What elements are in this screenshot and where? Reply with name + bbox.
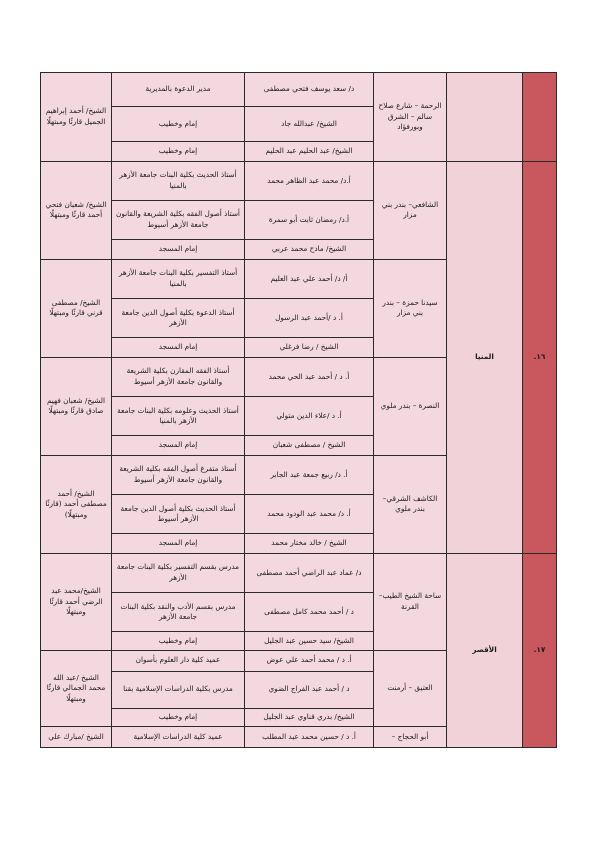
scholar-role: أستاذ التفسير بكلية البنات جامعة الأزهر بالمنيا bbox=[112, 259, 245, 298]
scholar-name: الشيخ/ عبد الحليم عبد الحليم bbox=[245, 142, 374, 162]
scholar-name: أ.د/ محمد عبد الظاهر محمد bbox=[245, 161, 374, 200]
mosque-name: سيدنا حمزة – بندر بني مزار bbox=[374, 259, 447, 357]
scholar-name: أ/ د/ أحمد علي عبد العليم bbox=[245, 259, 374, 298]
scholar-name: د/ سعد يوسف فتحي مصطفى bbox=[245, 73, 374, 107]
scholar-role: أستاذ متفرغ أصول الفقه بكلية الشريعة والقانون جامعة الأزهر أسيوط bbox=[112, 455, 245, 494]
governorate-name: الأقصر bbox=[447, 553, 523, 747]
scholar-role: مدرس بقسم الأدب والنقد بكلية البنات جامعة الأزهر bbox=[112, 593, 245, 632]
row-number: ١٦. bbox=[523, 161, 557, 553]
scholar-name: أ. د /أحمد عبد الرسول bbox=[245, 299, 374, 338]
reciter-name: الشيخ/ شعبان فهيم صادق قارئًا ومبتهلًا bbox=[41, 357, 112, 455]
mosque-name: الشافعي– بندر بني مزار bbox=[374, 161, 447, 259]
scholar-role: أستاذ الحديث بكلية البنات جامعة الأزهر بالمنيا bbox=[112, 161, 245, 200]
reciter-name: الشيخ/محمد عبد الرضي أحمد قارئًا ومبتهلًا bbox=[41, 553, 112, 650]
scholar-name: الشيخ/ مادح محمد عربي bbox=[245, 240, 374, 260]
reciter-name: الشيخ /مبارك علي bbox=[41, 727, 112, 748]
scholar-name: الشيخ / رضا فرغلي bbox=[245, 338, 374, 358]
scholar-role: إمام وخطيب bbox=[112, 142, 245, 162]
governorate-name: المنيا bbox=[447, 161, 523, 553]
scholar-name: الشيخ/ بدري قناوي عبد الجليل bbox=[245, 708, 374, 727]
scholar-role: عميد كلية دار العلوم بأسوان bbox=[112, 650, 245, 671]
scholar-name: الشيخ / مصطفى شعبان bbox=[245, 436, 374, 456]
scholar-role: مدير الدعوة بالمديرية bbox=[112, 73, 245, 107]
scholar-role: إمام وخطيب bbox=[112, 708, 245, 727]
row-number: ١٧. bbox=[523, 553, 557, 747]
reciter-name: الشيخ/ مصطفى قرني قارئًا ومبتهلًا bbox=[41, 259, 112, 357]
scholar-role: إمام وخطيب bbox=[112, 107, 245, 142]
scholar-name: الشيخ/ سيد حسين عبد الجليل bbox=[245, 632, 374, 651]
row-number bbox=[523, 73, 557, 162]
table-row bbox=[41, 73, 557, 107]
scholar-role: أستاذ الحديث وعلومه بكلية البنات جامعة الأزهر بالمنيا bbox=[112, 397, 245, 436]
scholar-role: أستاذ الدعوة بكلية أصول الدين جامعة الأزهر bbox=[112, 299, 245, 338]
reciter-name: الشيخ/ أحمد مصطفى أحمد (قارئًا ومبتهلًا) bbox=[41, 455, 112, 553]
mosque-name: الرحمة – شارع صلاح سالم – الشرق وبورفؤاد bbox=[374, 73, 447, 162]
scholar-role: إمام المسجد bbox=[112, 338, 245, 358]
scholar-name: أ. د/ محمد عبد الودود محمد bbox=[245, 495, 374, 534]
scholar-name: د / أحمد عبد الفراج الضوي bbox=[245, 671, 374, 708]
scholar-role: أستاذ الفقه المقارن بكلية الشريعة والقانون جامعة الأزهر أسيوط bbox=[112, 357, 245, 396]
scholar-role: أستاذ الحديث بكلية أصول الدين جامعة الأزهر أسيوط bbox=[112, 495, 245, 534]
scholar-name: الشيخ/ عبدالله جاد bbox=[245, 107, 374, 142]
scholar-name: د / أحمد محمد كامل مصطفى bbox=[245, 593, 374, 632]
scholar-name: أ. د /علاء الدين متولي bbox=[245, 397, 374, 436]
mosque-name: الكاشف الشرقي– بندر ملوي bbox=[374, 455, 447, 553]
mosque-name: النصرة – بندر ملوي bbox=[374, 357, 447, 455]
scholar-name: الشيخ / خالد مختار محمد bbox=[245, 534, 374, 554]
reciter-name: الشيخ/ شعبان فتحي أحمد قارئًا ومبتهلًا bbox=[41, 161, 112, 259]
scholar-name: أ. د/ ربيع جمعة عبد الجابر bbox=[245, 455, 374, 494]
scholar-name: أ. د / حسين محمد عبد المطلب bbox=[245, 727, 374, 748]
mosque-name: العتيق – أرمنت bbox=[374, 650, 447, 726]
scholar-role: إمام وخطيب bbox=[112, 632, 245, 651]
mosque-name: ساحة الشيخ الطيب– القرنة bbox=[374, 553, 447, 650]
scholar-role: مدرس بقسم التفسير بكلية البنات جامعة الأزهر bbox=[112, 553, 245, 592]
scholar-name: أ.د/ رمضان ثابت أبو سمرة bbox=[245, 200, 374, 239]
schedule-table bbox=[40, 72, 557, 748]
governorate-name bbox=[447, 73, 523, 162]
scholar-role: إمام المسجد bbox=[112, 534, 245, 554]
scholar-role: إمام المسجد bbox=[112, 240, 245, 260]
reciter-name: الشيخ /عبد الله محمد الجمالي قارئًا ومبتهلًا bbox=[41, 650, 112, 726]
reciter-name: الشيخ/ أحمد إبراهيم الجميل قارئًا ومبتهلًا bbox=[41, 73, 112, 162]
scholar-role: إمام المسجد bbox=[112, 436, 245, 456]
scholar-name: أ. د / محمد أحمد علي عوض bbox=[245, 650, 374, 671]
scholar-name: أ. د / أحمد عبد الحي محمد bbox=[245, 357, 374, 396]
scholar-name: د/ عماد عبد الراضي أحمد مصطفى bbox=[245, 553, 374, 592]
table-row bbox=[41, 553, 557, 592]
table-row bbox=[41, 161, 557, 200]
scholar-role: أستاذ أصول الفقه بكلية الشريعة والقانون جامعة الأزهر أسيوط bbox=[112, 200, 245, 239]
scholar-role: مدرس بكلية الدراسات الإسلامية بقنا bbox=[112, 671, 245, 708]
scholar-role: عميد كلية الدراسات الإسلامية bbox=[112, 727, 245, 748]
mosque-name: أبو الحجاج – bbox=[374, 727, 447, 748]
